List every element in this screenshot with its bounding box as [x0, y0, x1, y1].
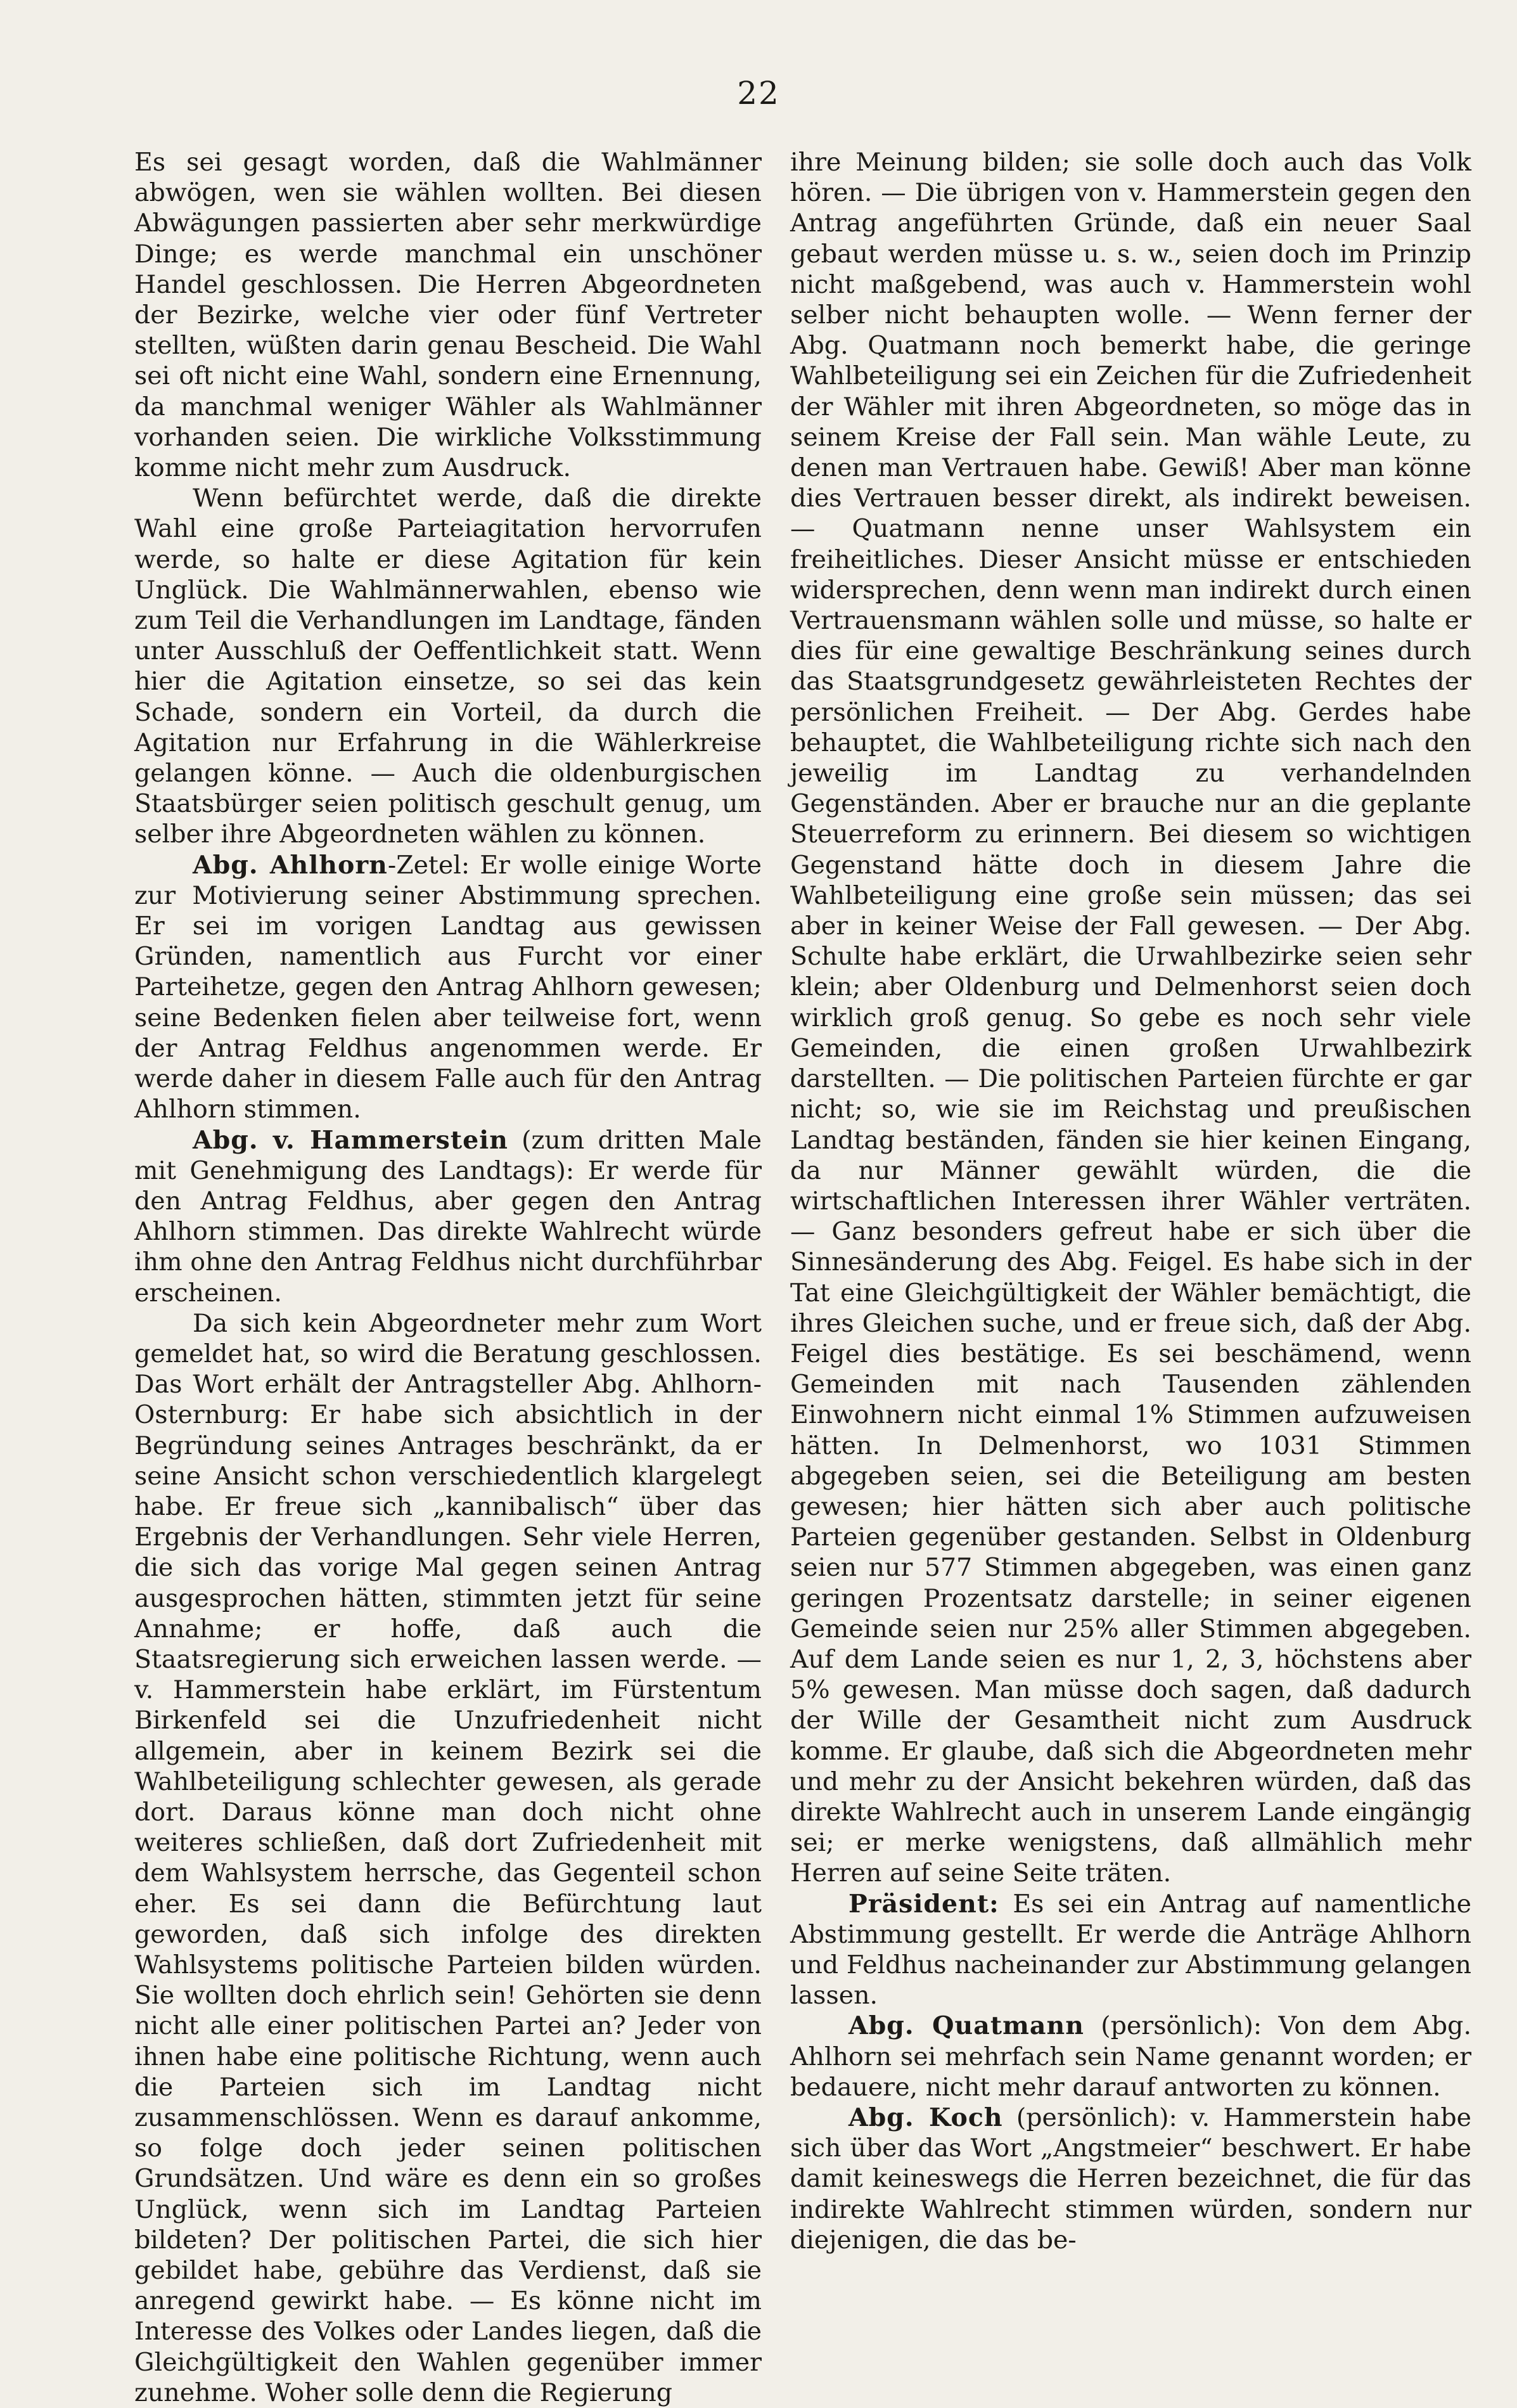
left-column	[134, 147, 762, 2408]
paragraph-text: (persönlich): v. Hammerstein habe sich über das Wort „Angstmeier“ beschwert. Er habe damit keineswegs die Herren bezeichnet, die für das indirekte Wahlrecht stimmen würden, sondern nur diejenigen, die das be-	[790, 2103, 1472, 2255]
paragraph-text: -Zetel: Er wolle einige Worte zur Motivierung seiner Abstimmung sprechen. Er sei im vorigen Landtag aus gewissen Gründen, namentlich aus Furcht vor einer Parteihetze, gegen den Antrag Ahlhorn gewesen; seine Bedenken fielen aber teilweise fort, wenn der Antrag Feldhus angenommen werde. Er werde daher in diesem Falle auch für den Antrag Ahlhorn stimmen.	[134, 850, 762, 1124]
speaker-name: Abg. Koch	[848, 2103, 1003, 2132]
right-column	[790, 147, 1471, 2255]
paragraph-text: Da sich kein Abgeordneter mehr zum Wort gemeldet hat, so wird die Beratung geschlossen. Das Wort erhält der Antragsteller Abg. Ahlhorn-Osternburg: Er habe sich absichtlich in der Begründung seines Antrages beschränkt, da er seine Ansicht schon verschiedentlich klargelegt habe. Er freue sich „kannibalisch“ über das Ergebnis der Verhandlungen. Sehr viele Herren, die sich das vorige Mal gegen seinen Antrag ausgesprochen hätten, stimmten jetzt für seine Annahme; er hoffe, daß auch die Staatsregierung sich erweichen lassen werde. — v. Hammerstein habe erklärt, im Fürstentum Birkenfeld sei die Unzufriedenheit nicht allgemein, aber in keinem Bezirk sei die Wahlbeteiligung schlechter gewesen, als gerade dort. Daraus könne man doch nicht ohne weiteres schließen, daß dort Zufriedenheit mit dem Wahlsystem herrsche, das Gegenteil schon eher. Es sei dann die Befürchtung laut geworden, daß sich infolge des direkten Wahlsystems politische Parteien bilden würden. Sie wollten doch ehrlich sein! Gehörten sie denn nicht alle einer politischen Partei an? Jeder von ihnen habe eine politische Richtung, wenn auch die Parteien sich im Landtag nicht zusammenschlössen. Wenn es darauf ankomme, so folge doch jeder seinen politischen Grundsätzen. Und wäre es denn ein so großes Unglück, wenn sich im Landtag Parteien bildeten? Der politischen Partei, die sich hier gebildet habe, gebühre das Verdienst, daß sie anregend gewirkt habe. — Es könne nicht im Interesse des Volkes oder Landes liegen, daß die Gleichgültigkeit den Wahlen gegenüber immer zunehme. Woher solle denn die Regierung	[134, 1308, 762, 2407]
paragraph	[134, 147, 762, 483]
paragraph	[134, 850, 762, 1125]
paragraph	[134, 1308, 762, 2408]
paragraph	[790, 147, 1471, 1889]
paragraph-text: ihre Meinung bilden; sie solle doch auch das Volk hören. — Die übrigen von v. Hammerstein gegen den Antrag angeführten Gründe, daß ein neuer Saal gebaut werden müsse u. s. w., seien doch im Prinzip nicht maßgebend, was auch v. Hammerstein wohl selber nicht behaupten wolle. — Wenn ferner der Abg. Quatmann noch bemerkt habe, die geringe Wahlbeteiligung sei ein Zeichen für die Zufriedenheit der Wähler mit ihren Abgeordneten, so möge das in seinem Kreise der Fall sein. Man wähle Leute, zu denen man Vertrauen habe. Gewiß! Aber man könne dies Vertrauen besser direkt, als indirekt beweisen. — Quatmann nenne unser Wahlsystem ein freiheitliches. Dieser Ansicht müsse er entschieden widersprechen, denn wenn man indirekt durch einen Vertrauensmann wählen solle und müsse, so halte er dies für eine gewaltige Beschränkung seines durch das Staatsgrundgesetz gewährleisteten Rechtes der persönlichen Freiheit. — Der Abg. Gerdes habe behauptet, die Wahlbeteiligung richte sich nach den jeweilig im Landtag zu verhandelnden Gegenständen. Aber er brauche nur an die geplante Steuerreform zu erinnern. Bei diesem so wichtigen Gegenstand hätte doch in diesem Jahre die Wahlbeteiligung eine große sein müssen; das sei aber in keiner Weise der Fall gewesen. — Der Abg. Schulte habe erklärt, die Urwahlbezirke seien sehr klein; aber Oldenburg und Delmenhorst seien doch wirklich groß genug. So gebe es noch sehr viele Gemeinden, die einen großen Urwahlbezirk darstellten. — Die politischen Parteien fürchte er gar nicht; so, wie sie im Reichstag und preußischen Landtag beständen, fänden sie hier keinen Eingang, da nur Männer gewählt würden, die die wirtschaftlichen Interessen ihrer Wähler verträten. — Ganz besonders gefreut habe er sich über die Sinnesänderung des Abg. Feigel. Es habe sich in der Tat eine Gleichgültigkeit der Wähler bemächtigt, die ihres Gleichen suche, und er freue sich, daß der Abg. Feigel dies bestätige. Es sei beschämend, wenn Gemeinden mit nach Tausenden zählenden Einwohnern nicht einmal 1% Stimmen aufzuweisen hätten. In Delmenhorst, wo 1031 Stimmen abgegeben seien, sei die Beteiligung am besten gewesen; hier hätten sich aber auch politische Parteien gegenüber gestanden. Selbst in Oldenburg seien nur 577 Stimmen abgegeben, was einen ganz geringen Prozentsatz darstelle; in seiner eigenen Gemeinde seien nur 25% aller Stimmen abgegeben. Auf dem Lande seien es nur 1, 2, 3, höchstens aber 5% gewesen. Man müsse doch sagen, daß dadurch der Wille der Gesamtheit nicht zum Ausdruck komme. Er glaube, daß sich die Abgeordneten mehr und mehr zu der Ansicht bekehren würden, daß das direkte Wahlrecht auch in unserem Lande eingängig sei; er merke wenigstens, daß allmählich mehr Herren auf seine Seite träten.	[790, 148, 1471, 1888]
paragraph	[790, 2102, 1471, 2255]
speaker-name: Präsident:	[848, 1889, 999, 1919]
paragraph	[790, 2011, 1471, 2102]
paragraph-text: Wenn befürchtet werde, daß die direkte Wahl eine große Parteiagitation hervorrufen werde, so halte er diese Agitation für kein Unglück. Die Wahlmännerwahlen, ebenso wie zum Teil die Verhandlungen im Landtage, fänden unter Ausschluß der Oeffentlichkeit statt. Wenn hier die Agitation einsetze, so sei das kein Schade, sondern ein Vorteil, da durch die Agitation nur Erfahrung in die Wählerkreise gelangen könne. — Auch die oldenburgischen Staatsbürger seien politisch geschult genug, um selber ihre Abgeordneten wählen zu können.	[134, 484, 762, 849]
paragraph-text: (zum dritten Male mit Genehmigung des Landtags): Er werde für den Antrag Feldhus, aber gegen den Antrag Ahlhorn stimmen. Das direkte Wahlrecht würde ihm ohne den Antrag Feldhus nicht durchführbar erscheinen.	[134, 1125, 762, 1308]
paragraph-text: Es sei gesagt worden, daß die Wahlmänner abwögen, wen sie wählen wollten. Bei diesen Abwägungen passierten aber sehr merkwürdige Dinge; es werde manchmal ein unschöner Handel geschlossen. Die Herren Abgeordneten der Bezirke, welche vier oder fünf Vertreter stellten, wüßten darin genau Bescheid. Die Wahl sei oft nicht eine Wahl, sondern eine Ernennung, da manchmal weniger Wähler als Wahlmänner vorhanden seien. Die wirkliche Volksstimmung komme nicht mehr zum Ausdruck.	[134, 148, 762, 483]
speaker-name: Abg. Ahlhorn	[193, 850, 388, 880]
paragraph-text: (persönlich): Von dem Abg. Ahlhorn sei mehrfach sein Name genannt worden; er bedauere, nicht mehr darauf antworten zu können.	[790, 2011, 1472, 2102]
speaker-name: Abg. v. Hammerstein	[193, 1125, 508, 1155]
paragraph	[134, 1125, 762, 1308]
paragraph-text: Es sei ein Antrag auf namentliche Abstimmung gestellt. Er werde die Anträge Ahlhorn und Feldhus nacheinander zur Abstimmung gelangen lassen.	[790, 1889, 1471, 2011]
page-number: 22	[737, 75, 780, 112]
paragraph	[134, 483, 762, 849]
speaker-name: Abg. Quatmann	[848, 2011, 1084, 2041]
paragraph	[790, 1889, 1471, 2011]
